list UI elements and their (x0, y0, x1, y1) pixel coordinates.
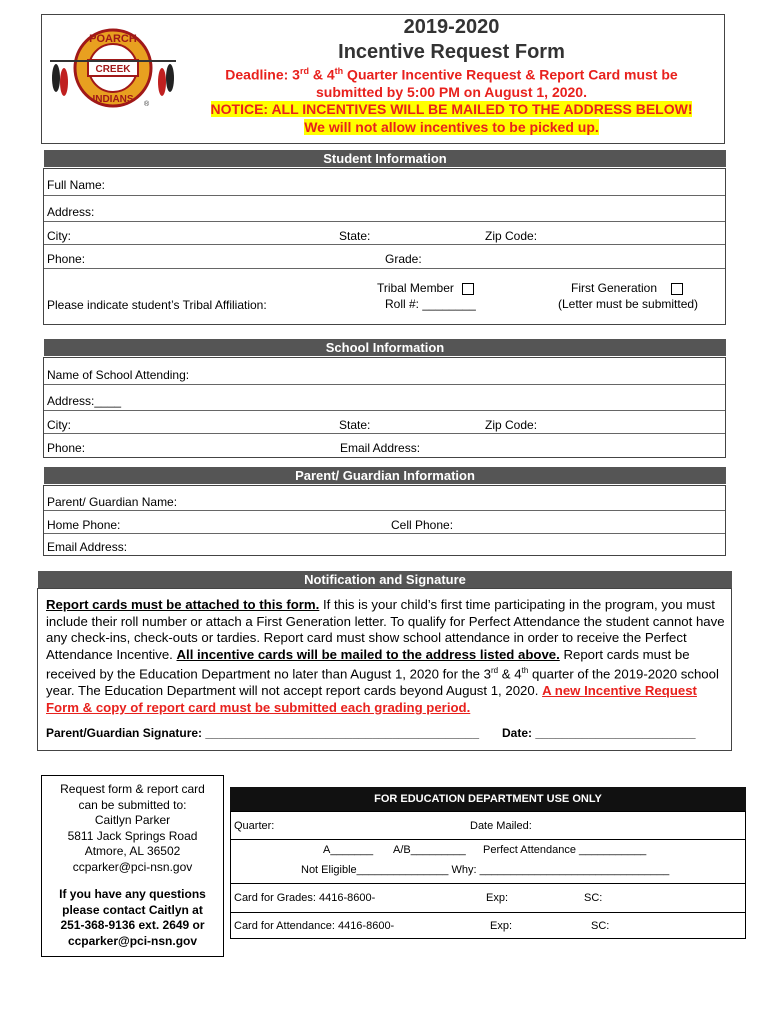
city-label: City: (47, 229, 71, 243)
notice-text-2: We will not allow incentives to be picked up. (304, 119, 599, 135)
notification-text-1: If this is your child’s first time participating in the program, you must include their roll number or attach a First Generation letter. To qualify for Perfect Attendance the student cannot have any check-ins, check-outs or tardies. Report card must show school attendance in order to receive the Perfect Attendance Incentive. (46, 597, 725, 662)
affiliation-label: Please indicate student’s Tribal Affiliation: (47, 298, 267, 312)
zip-label: Zip Code: (485, 229, 538, 243)
new-form-required-notice: A new Incentive Request Form & copy of report card must be submitted each grading period. (46, 683, 697, 715)
contact-info (42, 776, 223, 875)
notification-paragraph (46, 597, 726, 717)
parent-info-heading: Parent/ Guardian Information (44, 467, 726, 484)
deadline-line-2: submitted by 5:00 PM on August 1, 2020. (316, 84, 587, 100)
first-generation-checkbox[interactable] (671, 283, 683, 295)
student-address-row[interactable] (44, 196, 725, 222)
questions-email: ccparker@pci-nsn.gov (67, 933, 198, 948)
notification-section (37, 588, 732, 751)
school-city-label: City: (47, 418, 71, 432)
contact-questions (42, 887, 223, 949)
school-name-row[interactable] (44, 358, 725, 385)
grades-exp-label: Exp: (486, 892, 509, 904)
attach-report-card-text: Report cards must be attached to this form. (46, 597, 320, 612)
notification-sup-th: th (521, 666, 529, 676)
questions-line-1: If you have any questions (59, 887, 206, 901)
phone-label: Phone: (47, 252, 86, 266)
student-info-section (43, 168, 726, 325)
school-city-row[interactable] (44, 411, 725, 434)
signature-line[interactable]: Parent/Guardian Signature: _________________________________________ (46, 726, 479, 740)
office-use-heading: FOR EDUCATION DEPARTMENT USE ONLY (230, 787, 746, 811)
address-label: Address: (47, 205, 95, 219)
deadline-line-1 (178, 66, 725, 83)
card-grades-row[interactable] (231, 884, 745, 913)
contact-name: Caitlyn Parker (94, 813, 171, 827)
school-phone-label: Phone: (47, 441, 86, 455)
first-generation-option[interactable] (571, 281, 683, 295)
logo-reg-mark: ® (144, 101, 150, 108)
student-name-row[interactable] (44, 169, 725, 196)
notice-line-2 (178, 119, 725, 135)
grade-a-field[interactable]: A_______ (323, 844, 374, 856)
date-line[interactable]: Date: ________________________ (502, 726, 696, 740)
student-phone-row[interactable] (44, 245, 725, 269)
tribe-logo (48, 16, 178, 116)
deadline-sup-th: th (334, 66, 344, 76)
contact-line-2: can be submitted to: (78, 797, 187, 812)
not-eligible-field[interactable]: Not Eligible_______________ Why: _______________________________ (301, 864, 670, 876)
deadline-post: Quarter Incentive Request & Report Card must be (343, 66, 678, 83)
full-name-label: Full Name: (47, 178, 106, 192)
school-info-heading: School Information (44, 339, 726, 356)
eligibility-row[interactable] (231, 840, 745, 884)
parent-email-label: Email Address: (47, 540, 128, 554)
quarter-row[interactable] (231, 812, 745, 840)
school-address-label: Address:____ (47, 394, 122, 408)
student-city-row[interactable] (44, 222, 725, 245)
form-year: 2019-2020 (403, 16, 500, 38)
parent-email-row[interactable] (44, 534, 725, 556)
parent-name-row[interactable] (44, 486, 725, 511)
notification-text-2a: Report cards must be received by the Education Department no later than August 1, 2020 for the 3 (46, 646, 690, 682)
perfect-attendance-field[interactable]: Perfect Attendance ___________ (483, 844, 647, 856)
parent-info-section (43, 485, 726, 556)
notification-heading: Notification and Signature (38, 571, 732, 588)
logo-bottom-text: INDIANS (92, 94, 134, 105)
home-phone-label: Home Phone: (47, 518, 121, 532)
school-email-label: Email Address: (340, 441, 421, 455)
school-address-row[interactable] (44, 385, 725, 411)
grade-ab-field[interactable]: A/B_________ (393, 844, 466, 856)
parent-phone-row[interactable] (44, 511, 725, 534)
card-attendance-row[interactable] (231, 913, 745, 939)
cell-phone-label: Cell Phone: (391, 518, 454, 532)
contact-street: 5811 Jack Springs Road (67, 828, 198, 843)
notice-text-1: NOTICE: ALL INCENTIVES WILL BE MAILED TO THE ADDRESS BELOW! (210, 101, 693, 117)
school-state-label: State: (339, 418, 371, 432)
date-mailed-label: Date Mailed: (470, 820, 532, 832)
form-title: Incentive Request Form (338, 41, 565, 63)
contact-line-1: Request form & report card (60, 782, 205, 796)
roll-number-label: Roll #: ________ (385, 297, 476, 311)
tribal-member-label: Tribal Member (377, 281, 454, 295)
contact-city: Atmore, AL 36502 (84, 844, 181, 858)
deadline-pre: Deadline: 3 (225, 66, 300, 83)
mailed-notice: All incentive cards will be mailed to the address listed above. (176, 646, 560, 662)
questions-phone: 251-368-9136 ext. 2649 or (60, 918, 205, 932)
school-info-section (43, 357, 726, 458)
logo-center-text: CREEK (95, 64, 131, 75)
tribal-member-checkbox[interactable] (462, 283, 474, 295)
parent-name-label: Parent/ Guardian Name: (47, 495, 178, 509)
grades-sc-label: SC: (584, 892, 603, 904)
school-name-label: Name of School Attending: (47, 368, 190, 382)
letter-note: (Letter must be submitted) (558, 297, 699, 311)
questions-line-2: please contact Caitlyn at (62, 902, 203, 917)
state-label: State: (339, 229, 371, 243)
deadline-mid: & 4 (308, 66, 335, 83)
deadline-sup-rd: rd (299, 66, 309, 76)
student-info-heading: Student Information (44, 150, 726, 167)
quarter-label: Quarter: (234, 820, 275, 832)
logo-top-text: POARCH (89, 33, 137, 45)
notification-text-2c: quarter of the 2019-2020 school year. The Education Department will not accept report cards beyond August 1, 2020. (46, 666, 719, 699)
student-affiliation-row (44, 269, 725, 325)
school-phone-row[interactable] (44, 434, 725, 458)
contact-box (41, 775, 224, 957)
notification-sup-rd: rd (491, 666, 499, 676)
notice-line-1 (178, 101, 725, 117)
card-grades-label: Card for Grades: 4416-8600- (234, 892, 376, 904)
attendance-exp-label: Exp: (490, 920, 513, 932)
tribal-member-option[interactable] (377, 281, 474, 295)
first-generation-label: First Generation (571, 281, 658, 295)
tribe-logo-graphic (48, 16, 178, 116)
grade-label: Grade: (385, 252, 422, 266)
card-attendance-label: Card for Attendance: 4416-8600- (234, 920, 395, 932)
school-zip-label: Zip Code: (485, 418, 538, 432)
contact-email: ccparker@pci-nsn.gov (72, 859, 193, 874)
attendance-sc-label: SC: (591, 920, 610, 932)
notification-text-2b: & 4 (498, 666, 522, 682)
office-use-section (230, 811, 746, 939)
